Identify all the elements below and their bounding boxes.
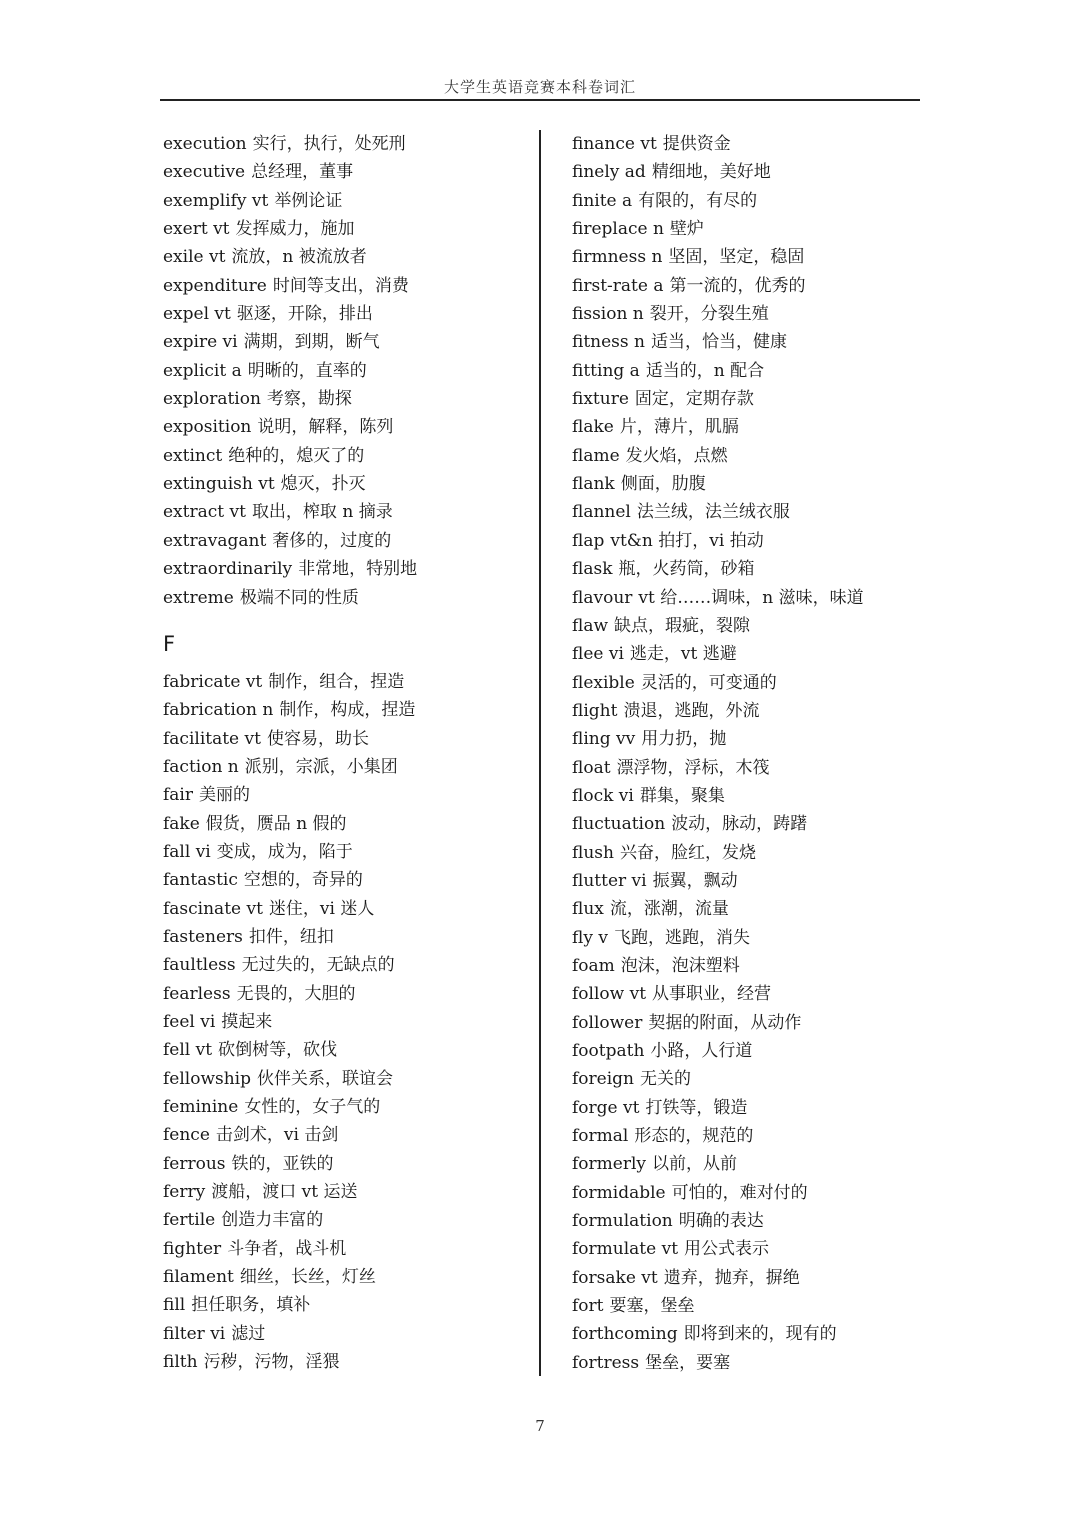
vocab-word: fake xyxy=(163,813,200,834)
vocab-definition: 扣件，纽扣 xyxy=(248,926,334,947)
vocab-word: fabricate vt xyxy=(163,671,263,692)
vocab-entry xyxy=(572,1320,917,1348)
vocab-entry xyxy=(572,924,917,952)
vocab-word: flee vi xyxy=(572,644,624,665)
vocab-word: flank xyxy=(572,474,615,495)
vocab-word: ferrous xyxy=(163,1153,226,1174)
vocab-word: flux xyxy=(572,899,604,920)
vocab-word: exile vt xyxy=(163,247,226,268)
vocab-definition: 说明，解释，陈列 xyxy=(257,417,394,438)
vocab-definition: 法兰绒，法兰绒衣服 xyxy=(636,502,790,523)
vocab-entry xyxy=(163,1178,533,1206)
vocab-entry xyxy=(572,300,917,328)
vocab-word: fort xyxy=(572,1296,604,1317)
vocab-definition: 取出，榨取 n 摘录 xyxy=(251,502,393,523)
vocab-definition: 流放，n 被流放者 xyxy=(231,247,367,268)
vocab-entry xyxy=(572,130,917,158)
vocab-word: fence xyxy=(163,1125,210,1146)
vocab-entry xyxy=(572,1235,917,1263)
vocab-entry xyxy=(163,980,533,1008)
vocab-word: exemplify vt xyxy=(163,190,269,211)
vocab-definition: 适当，恰当，健康 xyxy=(650,332,787,353)
vocab-definition: 斗争者，战斗机 xyxy=(227,1238,347,1259)
vocab-entry xyxy=(572,385,917,413)
vocab-definition: 无关的 xyxy=(639,1069,691,1090)
vocab-word: fighter xyxy=(163,1238,222,1259)
vocab-entry xyxy=(572,697,917,725)
vocab-definition: 要塞，堡垒 xyxy=(609,1296,695,1317)
vocab-word: finely ad xyxy=(572,162,646,183)
vocab-definition: 小路，人行道 xyxy=(650,1041,753,1061)
vocab-word: expire vi xyxy=(163,332,238,353)
vocab-entry xyxy=(572,1150,917,1178)
vocab-entry xyxy=(163,838,533,866)
vocab-entry xyxy=(572,413,917,441)
vocab-word: exploration xyxy=(163,389,261,410)
vocab-list-f xyxy=(163,668,533,1377)
vocab-word: formerly xyxy=(572,1154,647,1175)
vocab-word: extreme xyxy=(163,587,234,608)
vocab-word: fixture xyxy=(572,389,629,410)
vocab-definition: 遗弃，抛弃，摒绝 xyxy=(663,1267,800,1288)
vocab-definition: 以前，从前 xyxy=(652,1154,738,1175)
vocab-word: flannel xyxy=(572,502,631,523)
vocab-entry xyxy=(572,1009,917,1037)
vocab-word: extract vt xyxy=(163,502,246,523)
vocab-word: expenditure xyxy=(163,275,267,296)
vocab-entry xyxy=(163,584,533,612)
vocab-definition: 片，薄片，肌膈 xyxy=(619,417,739,438)
vocab-definition: 坚固，坚定，稳固 xyxy=(668,247,805,268)
section-letter-f: F xyxy=(163,631,176,656)
vocab-definition: 使容易，助长 xyxy=(266,728,369,749)
vocab-word: facilitate vt xyxy=(163,728,261,749)
vocab-word: foam xyxy=(572,955,615,976)
vocab-word: forge vt xyxy=(572,1097,640,1118)
vocab-entry xyxy=(572,584,917,612)
vocab-definition: 打铁等，锻造 xyxy=(645,1097,748,1118)
vocab-entry xyxy=(163,1263,533,1291)
vocab-word: fasteners xyxy=(163,926,243,947)
vocab-definition: 制作，构成，捏造 xyxy=(279,700,416,721)
vocab-word: extinguish vt xyxy=(163,474,275,495)
vocab-word: flexible xyxy=(572,672,635,693)
vocab-word: flask xyxy=(572,559,613,580)
vocab-word: formulate vt xyxy=(572,1239,679,1260)
vocab-definition: 绝种的，熄灭了的 xyxy=(228,445,365,466)
vocab-definition: vt 给……调味，n 滋味，味道 xyxy=(638,587,864,608)
vocab-word: flame xyxy=(572,445,620,466)
vocab-entry xyxy=(572,1207,917,1235)
vocab-definition: 即将到来的，现有的 xyxy=(683,1324,837,1345)
vocab-word: fly v xyxy=(572,927,608,948)
vocab-definition: 担任职务，填补 xyxy=(191,1295,311,1316)
vocab-definition: 发挥威力，施加 xyxy=(235,219,355,240)
vocab-definition: 侧面，肋腹 xyxy=(620,474,706,495)
vocab-definition: 奢侈的，过度的 xyxy=(272,530,392,551)
vocab-entry xyxy=(572,1179,917,1207)
vocab-entry xyxy=(572,442,917,470)
vocab-entry xyxy=(163,187,533,215)
vocab-entry xyxy=(163,1036,533,1064)
vocab-definition: 砍倒树等，砍伐 xyxy=(218,1040,338,1061)
vocab-definition: 波动，脉动，踌躇 xyxy=(671,814,808,835)
vocab-definition: 实行，执行，处死刑 xyxy=(252,134,406,154)
vocab-entry xyxy=(572,810,917,838)
vocab-word: footpath xyxy=(572,1041,645,1061)
vocab-definition: vt&n 拍打，vi 拍动 xyxy=(610,530,764,551)
vocab-entry xyxy=(163,243,533,271)
vocab-word: fling vv xyxy=(572,729,636,750)
vocab-word: flavour xyxy=(572,587,633,608)
vocab-entry xyxy=(163,527,533,555)
vocab-word: formidable xyxy=(572,1182,666,1203)
vocab-definition: 有限的，有尽的 xyxy=(638,190,758,211)
vocab-entry xyxy=(572,1037,917,1065)
vocab-definition: 摸起来 xyxy=(221,1011,273,1032)
vocab-entry xyxy=(163,1291,533,1319)
vocab-entry xyxy=(572,187,917,215)
vocab-word: firmness n xyxy=(572,247,663,268)
vocab-definition: 渡船，渡口 vt 运送 xyxy=(211,1182,358,1203)
vocab-entry xyxy=(163,498,533,526)
vocab-definition: 精细地，美好地 xyxy=(651,162,771,183)
vocab-word: finite a xyxy=(572,190,633,211)
vocab-word: finance vt xyxy=(572,134,657,154)
vocab-word: expel vt xyxy=(163,304,231,325)
vocab-word: exposition xyxy=(163,417,252,438)
vocab-definition: 美丽的 xyxy=(199,785,250,806)
vocab-word: foreign xyxy=(572,1069,634,1090)
vocab-entry xyxy=(163,272,533,300)
vocab-word: float xyxy=(572,757,611,778)
vocab-entry xyxy=(572,357,917,385)
header-rule xyxy=(160,99,920,101)
vocab-list-right xyxy=(572,130,917,1377)
vocab-definition: 契据的附面，从动作 xyxy=(648,1012,802,1033)
vocab-word: flap xyxy=(572,530,605,551)
vocab-entry xyxy=(163,555,533,583)
vocab-definition: 从事职业，经营 xyxy=(652,984,772,1005)
vocab-entry xyxy=(163,1348,533,1376)
vocab-word: fall vi xyxy=(163,841,211,862)
vocab-definition: 瓶，火药筒，砂箱 xyxy=(618,559,755,580)
right-column xyxy=(572,130,917,1377)
vocab-definition: 兴奋，脸红，发烧 xyxy=(619,842,756,863)
vocab-definition: 无畏的，大胆的 xyxy=(236,983,356,1004)
vocab-word: fair xyxy=(163,785,193,806)
vocab-entry xyxy=(572,1292,917,1320)
vocab-word: fearless xyxy=(163,983,231,1004)
vocab-word: follower xyxy=(572,1012,643,1033)
vocab-word: fluctuation xyxy=(572,814,666,835)
page-number: 7 xyxy=(535,1417,545,1435)
vocab-definition: 满期，到期，断气 xyxy=(243,332,380,353)
vocab-entry xyxy=(163,895,533,923)
vocab-definition: 提供资金 xyxy=(662,134,731,154)
vocab-entry xyxy=(572,725,917,753)
vocab-entry xyxy=(572,498,917,526)
vocab-definition: 假货，赝品 n 假的 xyxy=(205,813,347,834)
vocab-word: fantastic xyxy=(163,870,238,891)
vocab-entry xyxy=(572,243,917,271)
vocab-entry xyxy=(572,527,917,555)
vocab-entry xyxy=(163,1008,533,1036)
vocab-entry xyxy=(163,158,533,186)
vocab-definition: 振翼，飘动 xyxy=(652,870,738,891)
vocab-entry xyxy=(163,1235,533,1263)
vocab-word: flaw xyxy=(572,615,609,636)
vocab-definition: 形态的，规范的 xyxy=(634,1126,754,1147)
vocab-definition: 迷住，vi 迷人 xyxy=(268,898,375,919)
vocab-word: fertile xyxy=(163,1210,216,1231)
vocab-word: filament xyxy=(163,1267,234,1288)
vocab-word: forthcoming xyxy=(572,1324,678,1345)
vocab-word: flock vi xyxy=(572,785,634,806)
vocab-entry xyxy=(572,782,917,810)
vocab-word: execution xyxy=(163,134,247,154)
vocab-word: filth xyxy=(163,1352,198,1373)
vocab-entry xyxy=(572,328,917,356)
vocab-word: flush xyxy=(572,842,614,863)
vocab-entry xyxy=(163,696,533,724)
vocab-definition: 无过失的，无缺点的 xyxy=(241,955,395,976)
column-divider xyxy=(539,130,541,1376)
vocab-word: fabrication n xyxy=(163,700,274,721)
vocab-word: fitness n xyxy=(572,332,645,353)
vocab-definition: 派别，宗派，小集团 xyxy=(244,756,398,777)
vocab-word: fell vt xyxy=(163,1040,213,1061)
page-header-title: 大学生英语竞赛本科卷词汇 xyxy=(443,78,636,96)
vocab-entry xyxy=(572,158,917,186)
vocab-word: forsake vt xyxy=(572,1267,658,1288)
vocab-entry xyxy=(163,923,533,951)
vocab-word: extraordinarily xyxy=(163,559,293,580)
vocab-definition: 举例论证 xyxy=(274,190,343,211)
vocab-entry xyxy=(163,1121,533,1149)
vocab-definition: 用力扔，抛 xyxy=(641,729,727,750)
vocab-entry xyxy=(572,980,917,1008)
vocab-entry xyxy=(572,272,917,300)
vocab-definition: 明晰的，直率的 xyxy=(247,360,367,381)
vocab-definition: 裂开，分裂生殖 xyxy=(649,304,769,325)
left-column xyxy=(163,130,533,1376)
vocab-entry xyxy=(572,215,917,243)
vocab-word: explicit a xyxy=(163,360,242,381)
vocab-word: flutter vi xyxy=(572,870,647,891)
vocab-definition: 飞跑，逃跑，消失 xyxy=(613,927,750,948)
vocab-entry xyxy=(163,215,533,243)
vocab-definition: 滤过 xyxy=(231,1323,266,1344)
vocab-entry xyxy=(163,130,533,158)
vocab-entry xyxy=(572,1264,917,1292)
vocab-entry xyxy=(572,952,917,980)
vocab-entry xyxy=(572,839,917,867)
vocab-definition: 发火焰，点燃 xyxy=(625,445,728,466)
vocab-word: first-rate a xyxy=(572,275,664,296)
vocab-entry xyxy=(572,1349,917,1377)
vocab-word: feminine xyxy=(163,1097,239,1117)
vocab-definition: 溃退，逃跑，外流 xyxy=(623,700,760,721)
vocab-word: fission n xyxy=(572,304,644,325)
vocab-definition: 考察，勘探 xyxy=(266,389,352,410)
vocab-entry xyxy=(163,753,533,781)
vocab-entry xyxy=(572,1122,917,1150)
vocab-entry xyxy=(163,357,533,385)
vocab-definition: 女性的，女子气的 xyxy=(244,1097,381,1117)
vocab-entry xyxy=(163,470,533,498)
vocab-entry xyxy=(163,1206,533,1234)
vocab-word: flight xyxy=(572,700,618,721)
vocab-definition: 堡垒，要塞 xyxy=(645,1352,731,1373)
vocab-word: flake xyxy=(572,417,614,438)
vocab-entry xyxy=(572,669,917,697)
vocab-word: formal xyxy=(572,1126,629,1147)
vocab-word: formulation xyxy=(572,1211,673,1232)
vocab-word: exert vt xyxy=(163,219,230,240)
vocab-definition: 变成，成为，陷于 xyxy=(216,841,353,862)
vocab-definition: 制作，组合，捏造 xyxy=(268,671,405,692)
vocab-entry xyxy=(572,555,917,583)
vocab-word: feel vi xyxy=(163,1011,216,1032)
vocab-entry xyxy=(163,781,533,809)
vocab-entry xyxy=(572,612,917,640)
vocab-definition: 用公式表示 xyxy=(684,1239,770,1260)
vocab-entry xyxy=(163,1093,533,1121)
vocab-definition: 壁炉 xyxy=(669,219,704,240)
vocab-word: executive xyxy=(163,162,246,183)
vocab-word: filter vi xyxy=(163,1323,226,1344)
vocab-definition: 铁的，亚铁的 xyxy=(231,1153,334,1174)
vocab-definition: 漂浮物，浮标，木筏 xyxy=(616,757,770,778)
vocab-definition: 污秽，污物，淫猥 xyxy=(203,1352,340,1373)
vocab-definition: 空想的，奇异的 xyxy=(243,870,363,891)
vocab-definition: 适当的，n 配合 xyxy=(645,360,765,381)
vocab-entry xyxy=(572,895,917,923)
vocab-entry xyxy=(163,668,533,696)
vocab-entry xyxy=(572,867,917,895)
vocab-entry xyxy=(572,640,917,668)
vocab-word: faction n xyxy=(163,756,239,777)
vocab-word: fitting a xyxy=(572,360,640,381)
vocab-definition: 时间等支出，消费 xyxy=(272,275,409,296)
vocab-entry xyxy=(163,328,533,356)
vocab-word: ferry xyxy=(163,1182,206,1203)
vocab-entry xyxy=(163,810,533,838)
vocab-definition: 极端不同的性质 xyxy=(239,587,359,608)
vocab-entry xyxy=(163,1065,533,1093)
vocab-entry xyxy=(572,754,917,782)
vocab-definition: 第一流的，优秀的 xyxy=(669,275,806,296)
vocab-entry xyxy=(572,1065,917,1093)
vocab-word: extravagant xyxy=(163,530,267,551)
vocab-definition: 驱逐，开除，排出 xyxy=(236,304,373,325)
vocab-entry xyxy=(163,725,533,753)
vocab-word: fellowship xyxy=(163,1068,252,1089)
vocab-entry xyxy=(163,866,533,894)
vocab-definition: 逃走，vt 逃避 xyxy=(629,644,737,665)
vocab-definition: 流，涨潮，流量 xyxy=(609,899,729,920)
vocab-definition: 熄灭，扑灭 xyxy=(280,474,366,495)
vocab-word: follow vt xyxy=(572,984,647,1005)
vocab-word: fortress xyxy=(572,1352,640,1373)
vocab-word: fascinate vt xyxy=(163,898,263,919)
vocab-entry xyxy=(572,1094,917,1122)
vocab-definition: 可怕的，难对付的 xyxy=(671,1182,808,1203)
vocab-entry xyxy=(163,442,533,470)
vocab-word: fireplace n xyxy=(572,219,664,240)
vocab-definition: 固定，定期存款 xyxy=(634,389,754,410)
vocab-word: faultless xyxy=(163,955,236,976)
vocab-entry xyxy=(163,385,533,413)
vocab-definition: 非常地，特别地 xyxy=(298,559,418,580)
vocab-entry xyxy=(572,470,917,498)
vocab-definition: 明确的表达 xyxy=(678,1211,764,1232)
vocab-definition: 泡沫，泡沫塑料 xyxy=(620,955,740,976)
vocab-entry xyxy=(163,1320,533,1348)
vocab-entry xyxy=(163,1150,533,1178)
vocab-entry xyxy=(163,413,533,441)
vocab-entry xyxy=(163,300,533,328)
vocab-word: fill xyxy=(163,1295,186,1316)
vocab-definition: 击剑术，vi 击剑 xyxy=(215,1125,339,1146)
vocab-entry xyxy=(163,951,533,979)
vocab-list-e xyxy=(163,130,533,612)
vocab-definition: 缺点，瑕疵，裂隙 xyxy=(614,615,751,636)
vocab-definition: 伙伴关系，联谊会 xyxy=(257,1068,394,1089)
vocab-definition: 群集，聚集 xyxy=(639,785,725,806)
vocab-definition: 总经理，董事 xyxy=(251,162,354,183)
vocab-word: extinct xyxy=(163,445,223,466)
vocab-definition: 细丝，长丝，灯丝 xyxy=(239,1267,376,1288)
vocab-definition: 灵活的，可变通的 xyxy=(640,672,777,693)
vocab-definition: 创造力丰富的 xyxy=(221,1210,324,1231)
